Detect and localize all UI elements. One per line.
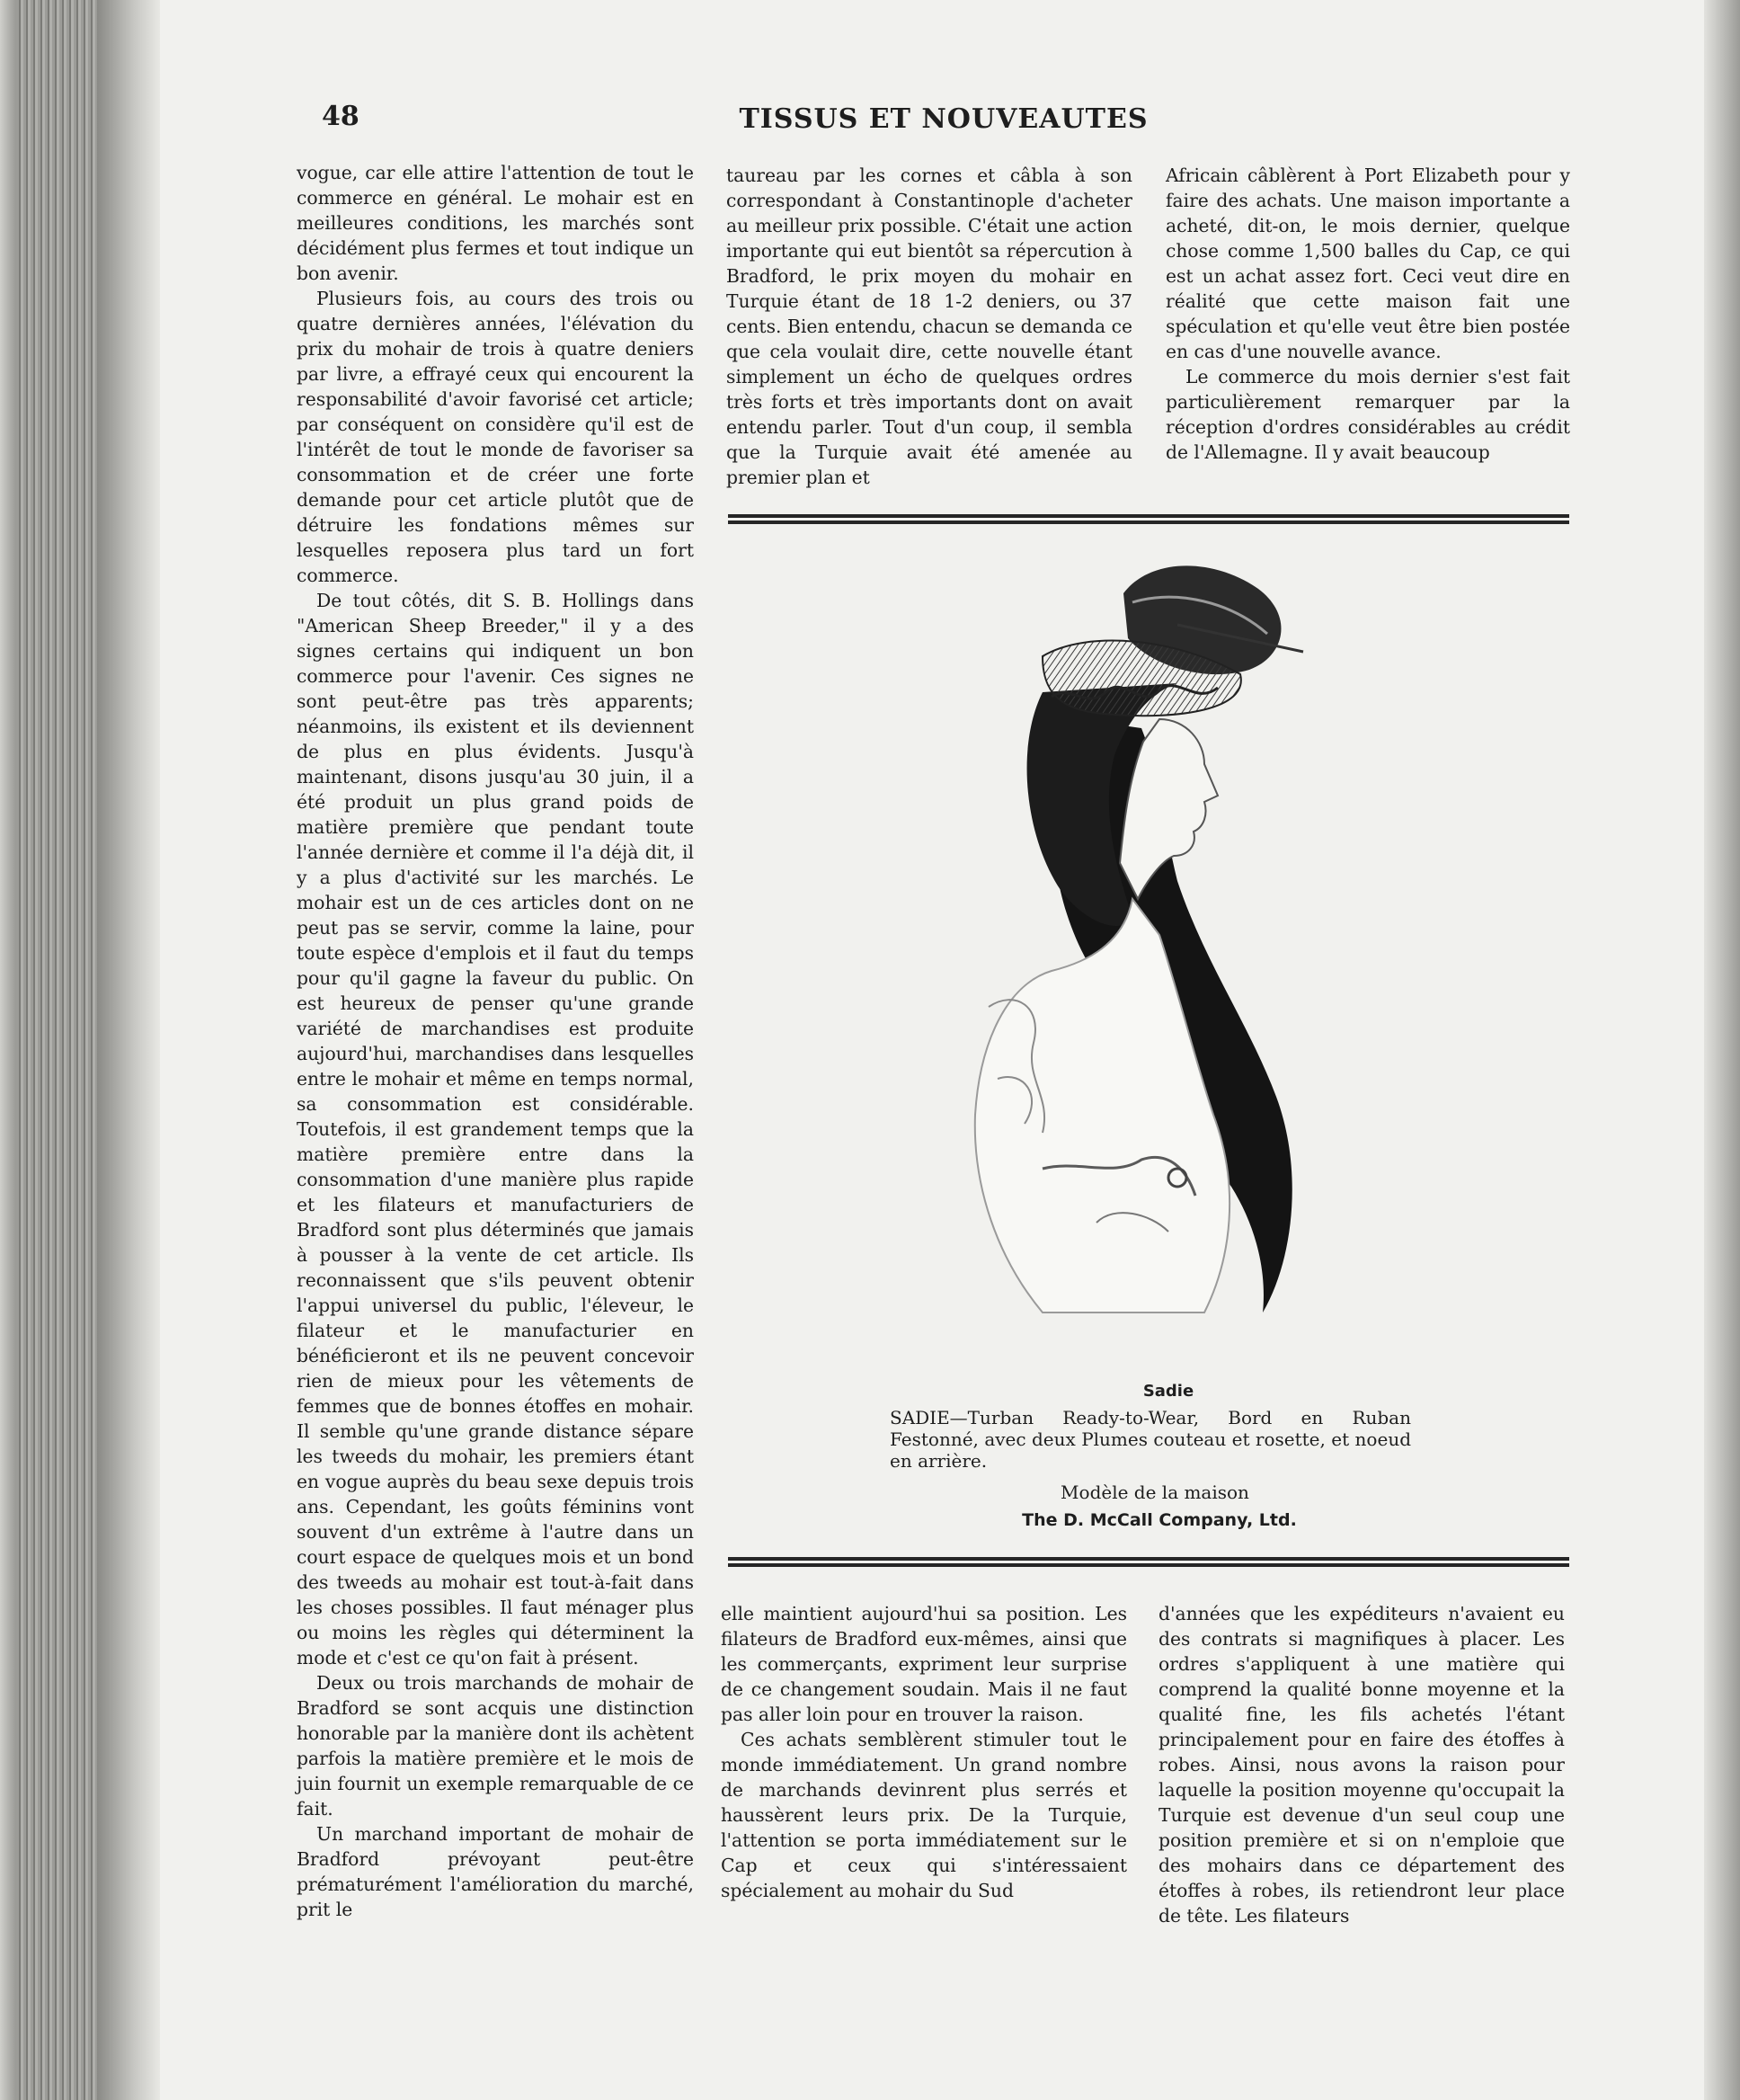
book-edge: [0, 0, 16, 2100]
figure-maison-line: Modèle de la maison: [1061, 1482, 1249, 1503]
middle-column-top: [726, 163, 1132, 490]
paragraph: taureau par les cornes et câbla à son correspondant à Constantinople d'acheter au meilleur prix possible. C'était une action importante qui eut bientôt sa répercution à Bradford, le prix moyen du mohair en Turquie étant de 18 1-2 deniers, ou 37 cents. Bien entendu, chacun se demanda ce que cela voulait dire, cette nouvelle étant simplement un écho de quelques ordres très forts et très importants dont on avait entendu parler. Tout d'un coup, il sembla que la Turquie avait été amenée au premier plan et: [726, 165, 1132, 488]
paragraph: Un marchand important de mohair de Bradford prévoyant peut-être prématurément l'amélioration du marché, prit le: [297, 1823, 694, 1920]
scan-right-border: [1704, 0, 1740, 2100]
paragraph: d'années que les expéditeurs n'avaient eu des contrats si magnifiques à placer. Les ordres s'appliquent à une matière qui comprend la qualité bonne moyenne et la qualité fine, les fils achetés l'étant principalement pour en faire des étoffes à robes. Ainsi, nous avons la raison pour laquelle la position moyenne qu'occupait la Turquie est devenue d'un seul coup une position première et si on n'emploie que des mohairs dans ce département des étoffes à robes, ils retiendront leur place de tête. Les filateurs: [1159, 1603, 1565, 1926]
paragraph: elle maintient aujourd'hui sa position. Les filateurs de Bradford eux-mêmes, ainsi que les commerçants, expriment leur surprise de ce changement soudain. Mais il ne faut pas aller loin pour en trouver la raison.: [721, 1603, 1127, 1725]
middle-column-bottom: [721, 1601, 1127, 1903]
double-rule-top: [728, 514, 1569, 524]
figure-caption: SADIE—Turban Ready-to-Wear, Bord en Ruban Festonné, avec deux Plumes couteau et rosette, et noeud en arrière.: [890, 1407, 1411, 1472]
paragraph: Le commerce du mois dernier s'est fait particulièrement remarquer par la réception d'ordres considérables au crédit de l'Allemagne. Il y avait beaucoup: [1166, 366, 1570, 463]
figure-company: The D. McCall Company, Ltd.: [1022, 1510, 1297, 1530]
paragraph: Plusieurs fois, au cours des trois ou quatre dernières années, l'élévation du prix du mohair de trois à quatre deniers par livre, a effrayé ceux qui encourent la responsabilité d'avoir favorisé cet article; par conséquent on considère qu'il est de l'intérêt de tout le monde de favoriser sa consommation et de créer une forte demande pour cet article plutôt que de détruire les fondations mêmes sur lesquelles reposera plus tard un fort commerce.: [297, 288, 694, 586]
double-rule-bottom: [728, 1557, 1569, 1567]
right-column-bottom: [1159, 1601, 1565, 1928]
right-column-top: [1166, 163, 1570, 465]
paragraph: vogue, car elle attire l'attention de tout le commerce en général. Le mohair est en meilleures conditions, les marchés sont décidément plus fermes et tout indique un bon avenir.: [297, 162, 694, 284]
paragraph: Africain câblèrent à Port Elizabeth pour y faire des achats. Une maison importante a acheté, dit-on, le mois dernier, quelque chose comme 1,500 balles du Cap, ce qui est un achat assez fort. Ceci veut dire en réalité que cette maison fait une spéculation et qu'elle veut être bien postée en cas d'une nouvelle avance.: [1166, 165, 1570, 362]
page-stack-edge: [16, 0, 97, 2100]
page-number: 48: [322, 101, 360, 132]
left-column: [297, 160, 694, 1922]
paragraph: De tout côtés, dit S. B. Hollings dans "American Sheep Breeder," il y a des signes certains qui indiquent un bon commerce pour l'avenir. Ces signes ne sont peut-être pas très apparents; néanmoins, ils existent et ils deviennent de plus en plus évidents. Jusqu'à maintenant, disons jusqu'au 30 juin, il a été produit un plus grand poids de matière première que pendant toute l'année dernière et comme il l'a déjà dit, il y a plus d'activité sur les marchés. Le mohair est un de ces articles dont on ne peut pas se servir, comme la laine, pour toute espèce d'emplois et il faut du temps pour qu'il gagne la faveur du public. On est heureux de penser qu'une grande variété de marchandises est produite aujourd'hui, marchandises dans lesquelles entre le mohair et même en temps normal, sa consommation est considérable. Toutefois, il est grandement temps que la matière première entre dans la consommation d'une manière plus rapide et les filateurs et manufacturiers de Bradford sont plus déterminés que jamais à pousser à la vente de cet article. Ils reconnaissent que s'ils peuvent obtenir l'appui universel du public, l'éleveur, le filateur et le manufacturier en bénéficieront et ils ne peuvent concevoir rien de mieux pour les vêtements de femmes que de bonnes étoffes en mohair. Il semble qu'une grande distance sépare les tweeds du mohair, les premiers étant en vogue auprès du beau sexe depuis trois ans. Cependant, les goûts féminins vont souvent d'un extrême à l'autre dans un court espace de quelques mois et un bond des tweeds au mohair est tout-à-fait dans les choses possibles. Il faut ménager plus ou moins les règles qui déterminent la mode et c'est ce qu'on fait à présent.: [297, 590, 694, 1668]
book-gutter: [97, 0, 160, 2100]
sadie-illustration: [908, 539, 1321, 1366]
figure-title: Sadie: [1142, 1382, 1194, 1401]
paragraph: Deux ou trois marchands de mohair de Bradford se sont acquis une distinction honorable par la manière dont ils achètent parfois la matière première et le mois de juin fournit un exemple remarquable de ce fait.: [297, 1672, 694, 1820]
running-title: TISSUS ET NOUVEAUTES: [739, 103, 1149, 135]
paragraph: Ces achats semblèrent stimuler tout le monde immédiatement. Un grand nombre de marchands devinrent plus serrés et haussèrent leurs prix. De la Turquie, l'attention se porta immédiatement sur le Cap et ceux qui s'intéressaient spécialement au mohair du Sud: [721, 1729, 1127, 1901]
